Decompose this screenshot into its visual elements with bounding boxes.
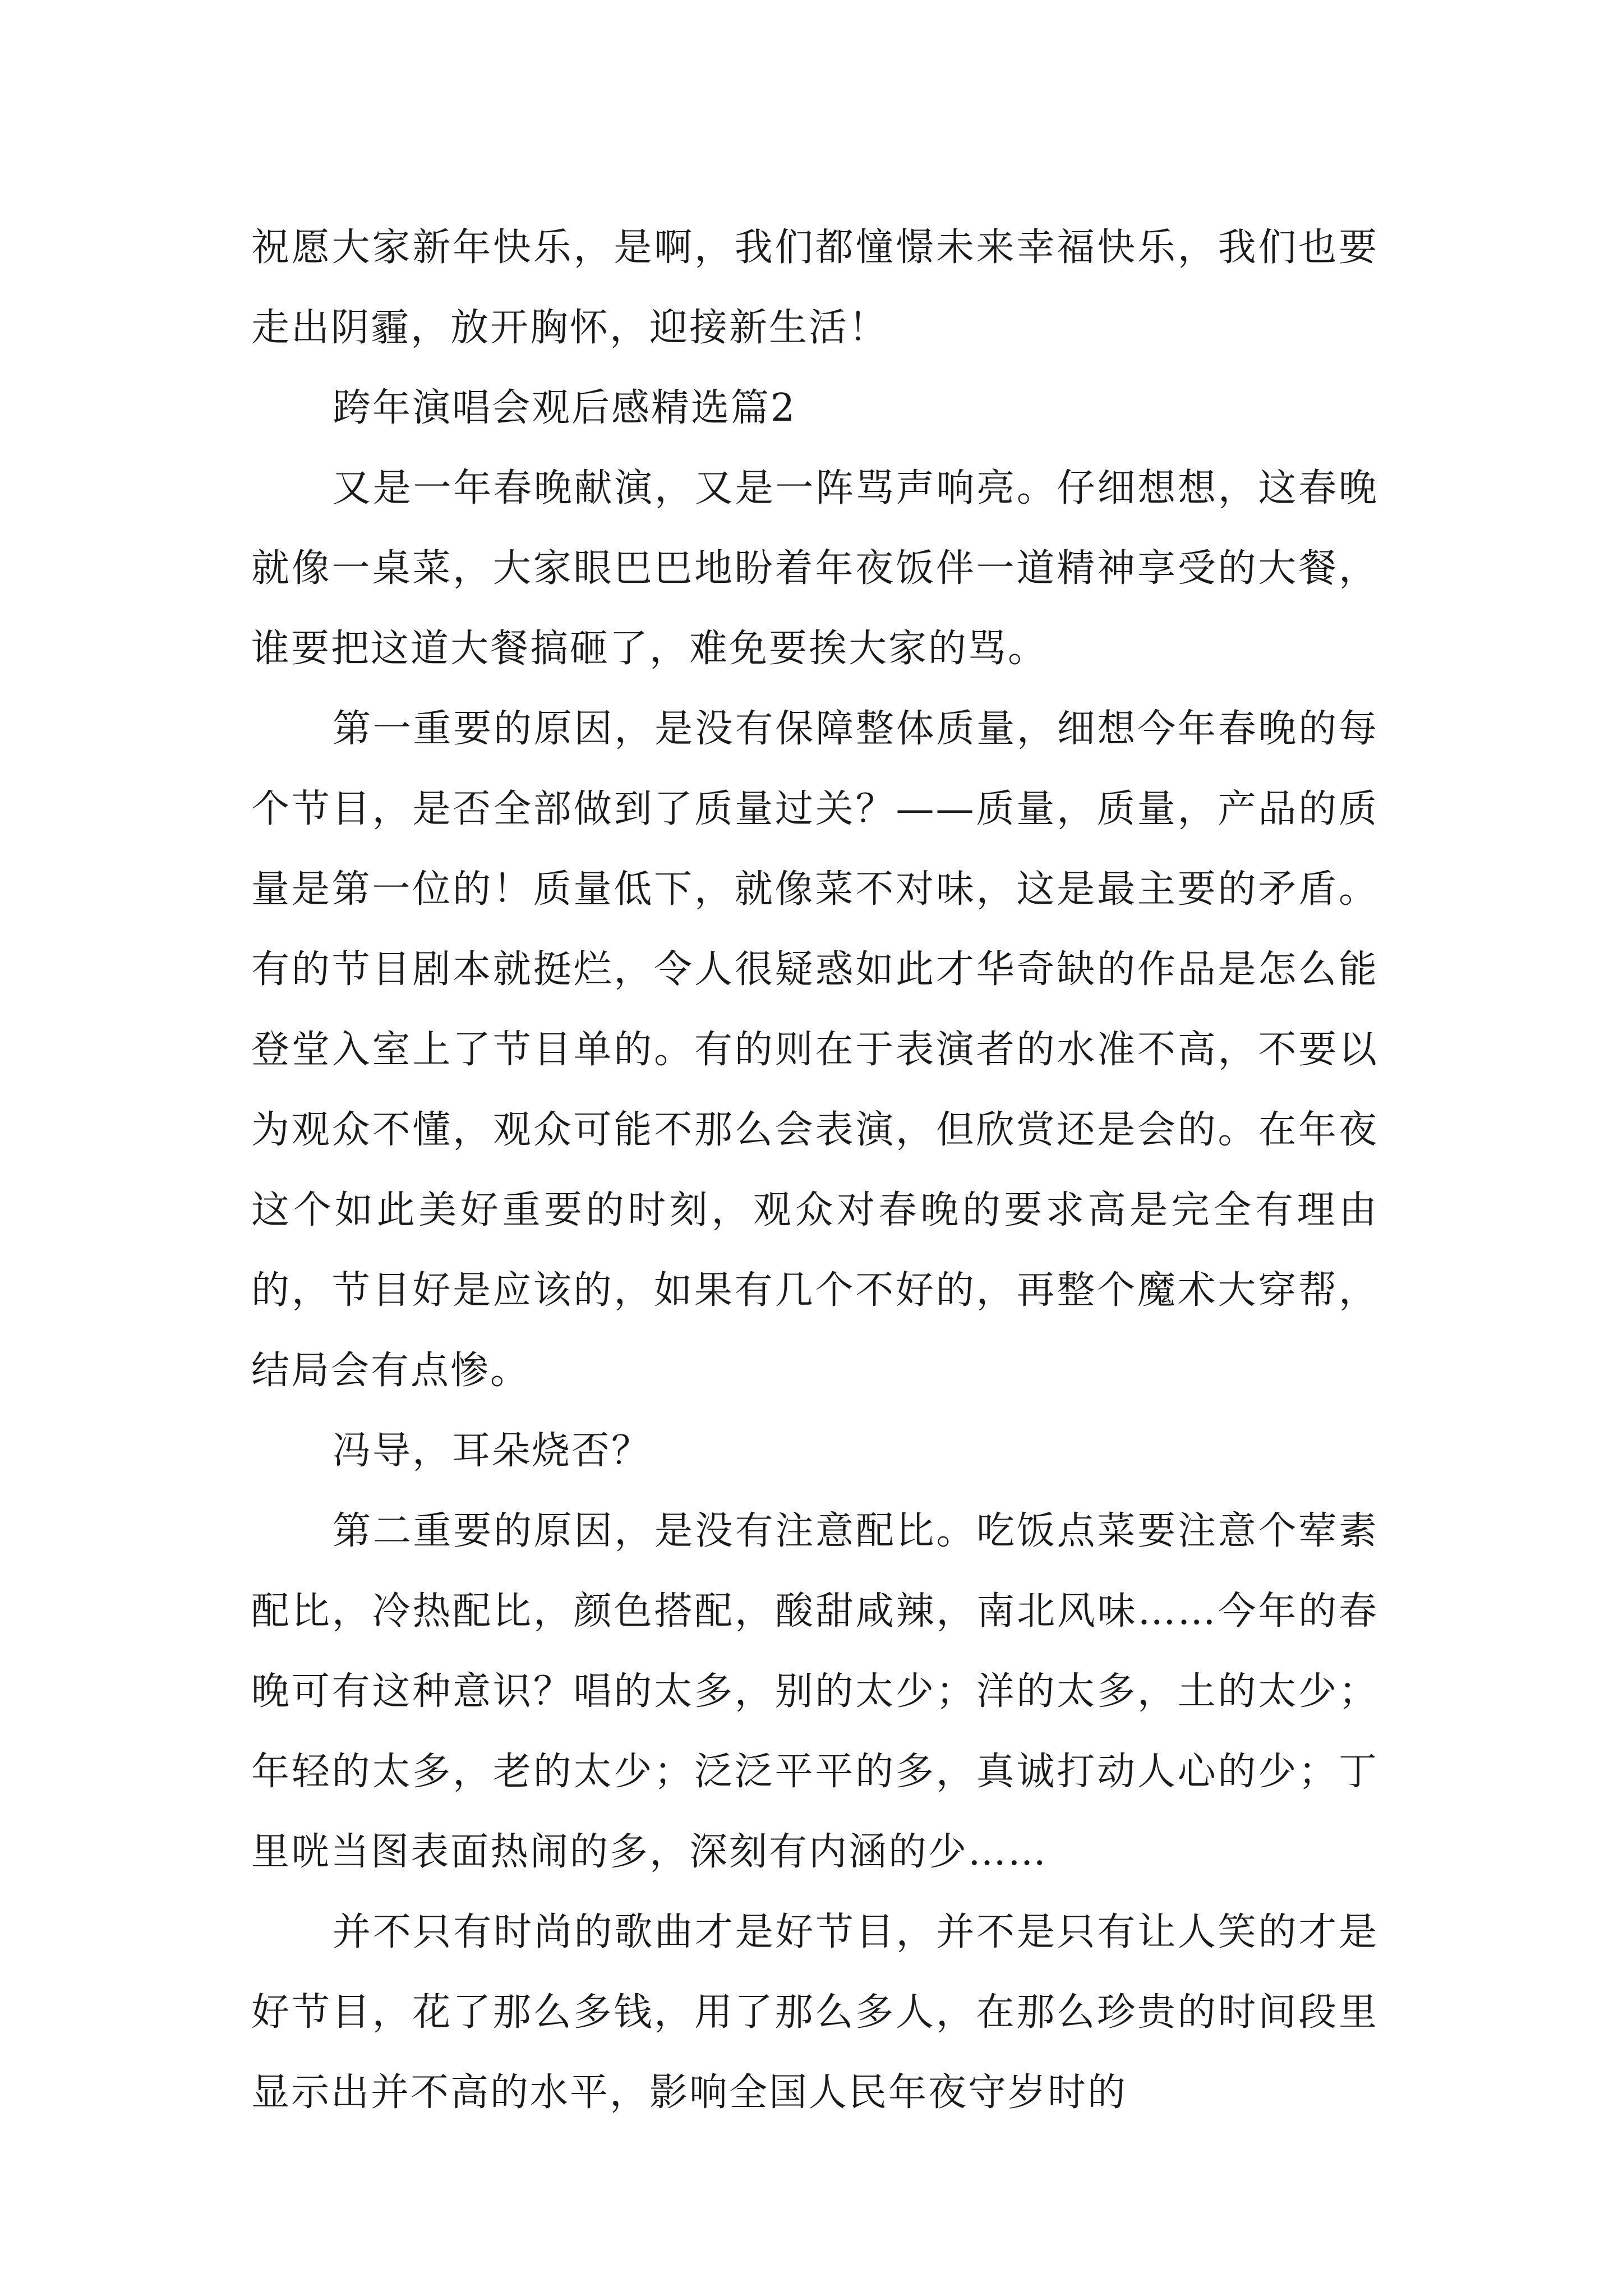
paragraph-intro: 又是一年春晚献演，又是一阵骂声响亮。仔细想想，这春晚就像一桌菜，大家眼巴巴地盼着年夜饭伴一道精神享受的大餐，谁要把这道大餐搞砸了，难免要挨大家的骂。 (251, 466, 1378, 671)
paragraph-closing: 并不只有时尚的歌曲才是好节目，并不是只有让人笑的才是好节目，花了那么多钱，用了那么多人，在那么珍贵的时间段里显示出并不高的水平，影响全国人民年夜守岁时的 (251, 1910, 1378, 2115)
document-body (251, 208, 1378, 2133)
paragraph-second-reason: 第二重要的原因，是没有注意配比。吃饭点菜要注意个荤素配比，冷热配比，颜色搭配，酸甜咸辣，南北风味……今年的春晚可有这种意识？唱的太多，别的太少；洋的太多，土的太少；年轻的太多，老的太少；泛泛平平的多，真诚打动人心的少；丁里咣当图表面热闹的多，深刻有内涵的少…… (251, 1509, 1378, 1874)
paragraph-continuation: 祝愿大家新年快乐，是啊，我们都憧憬未来幸福快乐，我们也要走出阴霾，放开胸怀，迎接新生活！ (251, 226, 1378, 350)
section-heading: 跨年演唱会观后感精选篇2 (333, 386, 797, 430)
paragraph-first-reason: 第一重要的原因，是没有保障整体质量，细想今年春晚的每个节目，是否全部做到了质量过关？——质量，质量，产品的质量是第一位的！质量低下，就像菜不对味，这是最主要的矛盾。有的节目剧本就挺烂，令人很疑惑如此才华奇缺的作品是怎么能登堂入室上了节目单的。有的则在于表演者的水准不高，不要以为观众不懂，观众可能不那么会表演，但欣赏还是会的。在年夜这个如此美好重要的时刻，观众对春晚的要求高是完全有理由的，节目好是应该的，如果有几个不好的，再整个魔术大穿帮，结局会有点惨。 (251, 707, 1378, 1393)
paragraph-question: 冯导，耳朵烧否？ (333, 1429, 652, 1473)
